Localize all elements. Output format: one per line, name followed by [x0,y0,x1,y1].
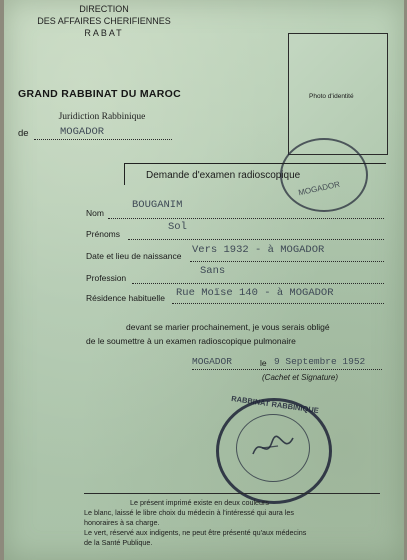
field-naissance-line [190,261,384,262]
title-rule-top [124,163,386,164]
sign-place: MOGADOR [192,356,232,367]
field-residence-value: Rue Moïse 140 - à MOGADOR [176,287,334,299]
field-prenoms-value: Sol [168,221,187,233]
photo-caption: Photo d'identité [309,93,354,100]
field-nom-value: BOUGANIM [132,199,183,211]
stamp-big-text: RABBINAT RABBINIQUE [230,393,320,416]
document-page [4,0,404,560]
header-title: GRAND RABBINAT DU MAROC [18,88,182,100]
field-profession-line [132,283,384,284]
stamp-small-text: MOGADOR [297,179,341,198]
footer-rule [84,493,380,494]
footer-line-4: Le vert, réservé aux indigents, ne peut être présenté qu'aux médecins [84,528,307,537]
form-title: Demande d'examen radioscopique [146,170,301,181]
footer-line-2: Le blanc, laissé le libre choix du médecin à l'intéressé qui aura les [84,508,294,517]
header-city-line [34,139,172,140]
header-jurisdiction: Juridiction Rabbinique [58,112,146,122]
photo-box [288,33,388,155]
field-profession-label: Profession [86,273,127,283]
field-nom-label: Nom [86,208,104,218]
body-line-1: devant se marier prochainement, je vous serais obligé [126,322,330,332]
header-direction: DIRECTION [79,4,129,14]
footer-line-1: Le présent imprimé existe en deux couleurs [130,498,270,507]
field-nom-line [108,218,384,219]
date-line [192,369,382,370]
field-residence-line [172,303,384,304]
header-affaires: DES AFFAIRES CHERIFIENNES [37,16,171,26]
title-rule-left [124,163,125,185]
field-prenoms-label: Prénoms [86,229,121,239]
sign-date: 9 Septembre 1952 [274,356,366,367]
sign-le-label: le [260,358,267,368]
header-city: MOGADOR [60,126,105,138]
field-residence-label: Résidence habituelle [86,293,165,303]
footer-line-5: de la Santé Publique. [84,538,153,547]
field-naissance-label: Date et lieu de naissance [86,251,182,261]
header-de-label: de [18,128,29,139]
field-profession-value: Sans [200,265,226,277]
sign-caption: (Cachet et Signature) [262,373,339,382]
body-line-2: de le soumettre à un examen radioscopique pulmonaire [86,336,296,346]
footer-line-3: honoraires à sa charge. [84,518,160,527]
signature-scribble [248,426,298,466]
field-naissance-value: Vers 1932 - à MOGADOR [192,244,325,256]
field-prenoms-line [128,239,384,240]
header-rabat: RABAT [84,28,124,38]
